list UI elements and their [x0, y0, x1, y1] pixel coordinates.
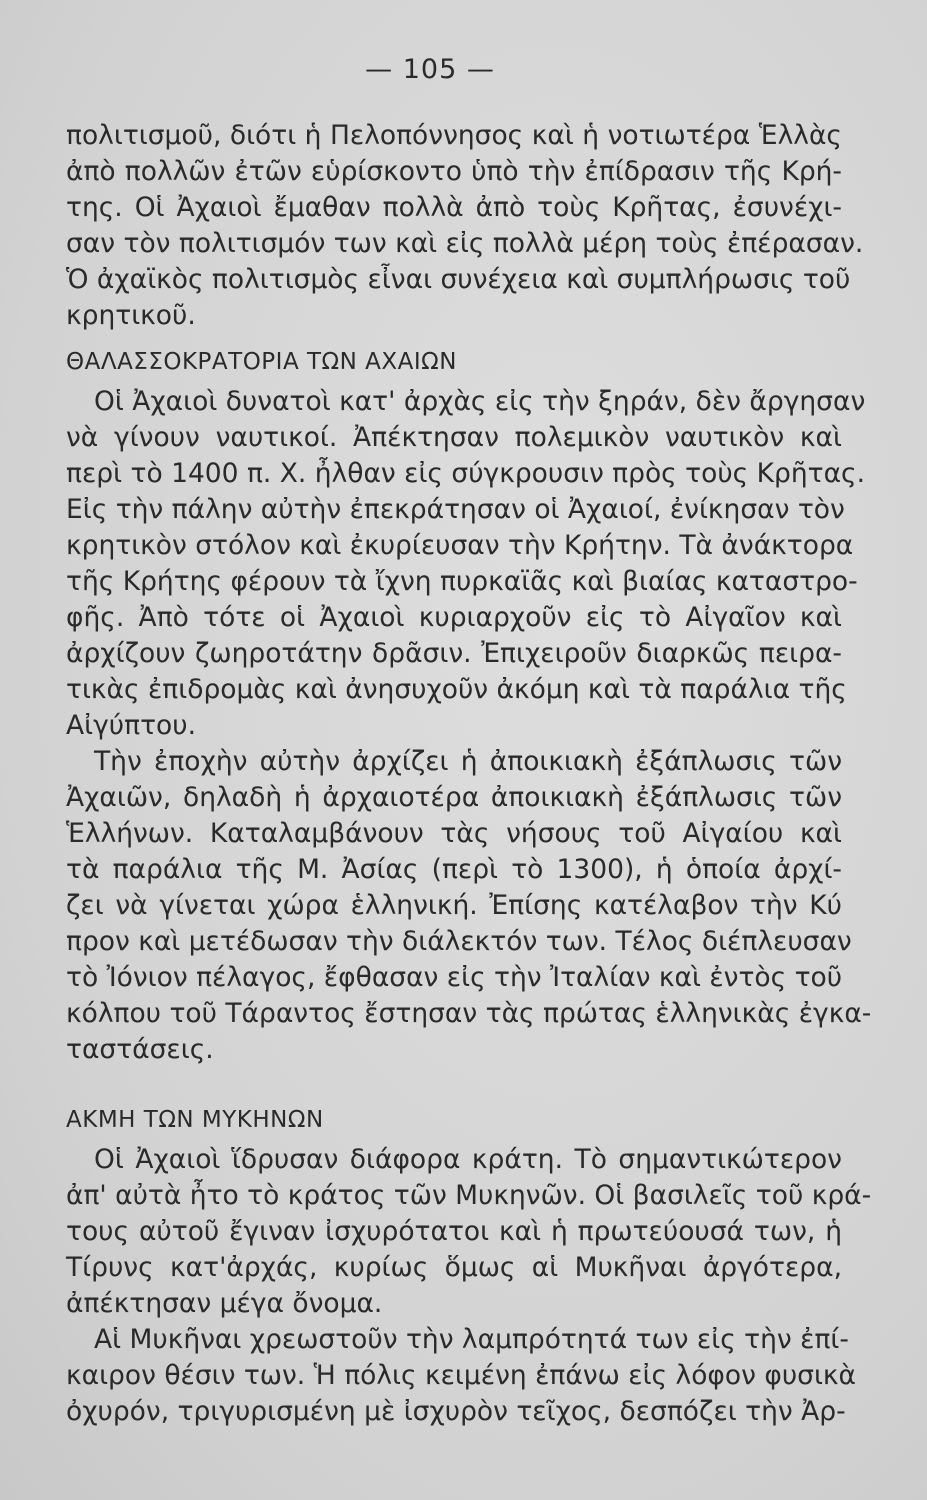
- text-line: Οἱ Ἀχαιοὶ ἵδρυσαν διάφορα κράτη. Τὸ σημαντικώτερον: [94, 1144, 842, 1175]
- text-line: Τὴν ἐποχὴν αὐτὴν ἀρχίζει ἡ ἀποικιακὴ ἐξάπλωσις τῶν: [94, 746, 842, 777]
- text-line: τους αὐτοῦ ἔγιναν ἰσχυρότατοι καὶ ἡ πρωτεύουσά των, ἡ: [66, 1216, 842, 1247]
- text-line: τὰ παράλια τῆς Μ. Ἀσίας (περὶ τὸ 1300), ἡ ὁποία ἀρχί-: [66, 854, 842, 885]
- text-line: της. Οἱ Ἀχαιοὶ ἔμαθαν πολλὰ ἀπὸ τοὺς Κρῆτας, ἐσυνέχι-: [66, 192, 842, 223]
- text-line: Ὁ ἀχαϊκὸς πολιτισμὸς εἶναι συνέχεια καὶ συμπλήρωσις τοῦ: [66, 264, 851, 295]
- text-line: Αἱ Μυκῆναι χρεωστοῦν τὴν λαμπρότητά των εἰς τὴν ἐπί-: [94, 1324, 849, 1355]
- paragraph: [66, 1142, 872, 1322]
- text-line: κρητικοῦ.: [66, 300, 196, 331]
- text-line: τικὰς ἐπιδρομὰς καὶ ἀνησυχοῦν ἀκόμη καὶ τὰ παράλια τῆς: [66, 674, 847, 705]
- text-line: τῆς Κρήτης φέρουν τὰ ἴχνη πυρκαϊᾶς καὶ βιαίας καταστρο-: [66, 566, 858, 597]
- text-line: ὀχυρόν, τριγυρισμένη μὲ ἰσχυρὸν τεῖχος, δεσπόζει τὴν Ἀρ-: [66, 1396, 846, 1427]
- text-line: Τίρυνς κατ'ἀρχάς, κυρίως ὅμως αἱ Μυκῆναι ἀργότερα,: [66, 1252, 842, 1283]
- text-line: Ἀχαιῶν, δηλαδὴ ἡ ἀρχαιοτέρα ἀποικιακὴ ἐξάπλωσις τῶν: [66, 782, 842, 813]
- text-line: ἀρχίζουν ζωηροτάτην δρᾶσιν. Ἐπιχειροῦν διαρκῶς πειρα-: [66, 638, 842, 669]
- text-line: ἀπέκτησαν μέγα ὄνομα.: [66, 1288, 383, 1319]
- paragraph: [66, 744, 872, 1068]
- page-body: [66, 118, 872, 1430]
- text-line: Αἰγύπτου.: [66, 710, 196, 741]
- section-mycenae: [66, 1098, 872, 1430]
- text-line: κρητικὸν στόλον καὶ ἐκυρίευσαν τὴν Κρήτην. Τὰ ἀνάκτορα: [66, 530, 854, 561]
- text-line: ἀπ' αὐτὰ ἦτο τὸ κράτος τῶν Μυκηνῶν. Οἱ βασιλεῖς τοῦ κρά-: [66, 1180, 872, 1211]
- text-line: κόλπου τοῦ Τάραντος ἔστησαν τὰς πρώτας ἑλληνικὰς ἐγκα-: [66, 998, 872, 1029]
- text-line: προν καὶ μετέδωσαν τὴν διάλεκτόν των. Τέλος διέπλευσαν: [66, 926, 852, 957]
- text-line: Εἰς τὴν πάλην αὐτὴν ἐπεκράτησαν οἱ Ἀχαιοί, ἐνίκησαν τὸν: [66, 494, 845, 525]
- text-line: σαν τὸν πολιτισμόν των καὶ εἰς πολλὰ μέρη τοὺς ἐπέρασαν.: [66, 228, 864, 259]
- text-line: ἀπὸ πολλῶν ἐτῶν εὑρίσκοντο ὑπὸ τὴν ἐπίδρασιν τῆς Κρή-: [66, 156, 842, 187]
- text-line: πολιτισμοῦ, διότι ἡ Πελοπόννησος καὶ ἡ νοτιωτέρα Ἑλλὰς: [66, 120, 842, 151]
- section-thalassocracy: [66, 340, 872, 1068]
- page-number: — 105 —: [365, 54, 495, 85]
- text-line: ζει νὰ γίνεται χώρα ἑλληνική. Ἐπίσης κατέλαβον τὴν Κύ: [66, 890, 842, 921]
- text-line: Ἑλλήνων. Καταλαμβάνουν τὰς νήσους τοῦ Αἰγαίου καὶ: [66, 818, 842, 849]
- text-line: τὸ Ἰόνιον πέλαγος, ἔφθασαν εἰς τὴν Ἰταλίαν καὶ ἐντὸς τοῦ: [66, 962, 843, 993]
- text-line: καιρον θέσιν των. Ἡ πόλις κειμένη ἐπάνω εἰς λόφον φυσικὰ: [66, 1360, 857, 1391]
- text-line: ταστάσεις.: [66, 1034, 214, 1065]
- text-line: Οἱ Ἀχαιοὶ δυνατοὶ κατ' ἀρχὰς εἰς τὴν ξηράν, δὲν ἄργησαν: [94, 386, 866, 417]
- section-heading: ΑΚΜΗ ΤΩΝ ΜΥΚΗΝΩΝ: [66, 1107, 324, 1133]
- text-line: φῆς. Ἀπὸ τότε οἱ Ἀχαιοὶ κυριαρχοῦν εἰς τὸ Αἰγαῖον καὶ: [66, 602, 842, 633]
- intro-paragraph: [66, 118, 864, 334]
- section-heading: ΘΑΛΑΣΣΟΚΡΑΤΟΡΙΑ ΤΩΝ ΑΧΑΙΩΝ: [66, 349, 457, 375]
- text-line: περὶ τὸ 1400 π. Χ. ἦλθαν εἰς σύγκρουσιν πρὸς τοὺς Κρῆτας.: [66, 458, 866, 489]
- text-line: νὰ γίνουν ναυτικοί. Ἀπέκτησαν πολεμικὸν ναυτικὸν καὶ: [66, 422, 842, 453]
- paragraph: [66, 384, 866, 744]
- paragraph: [66, 1322, 857, 1430]
